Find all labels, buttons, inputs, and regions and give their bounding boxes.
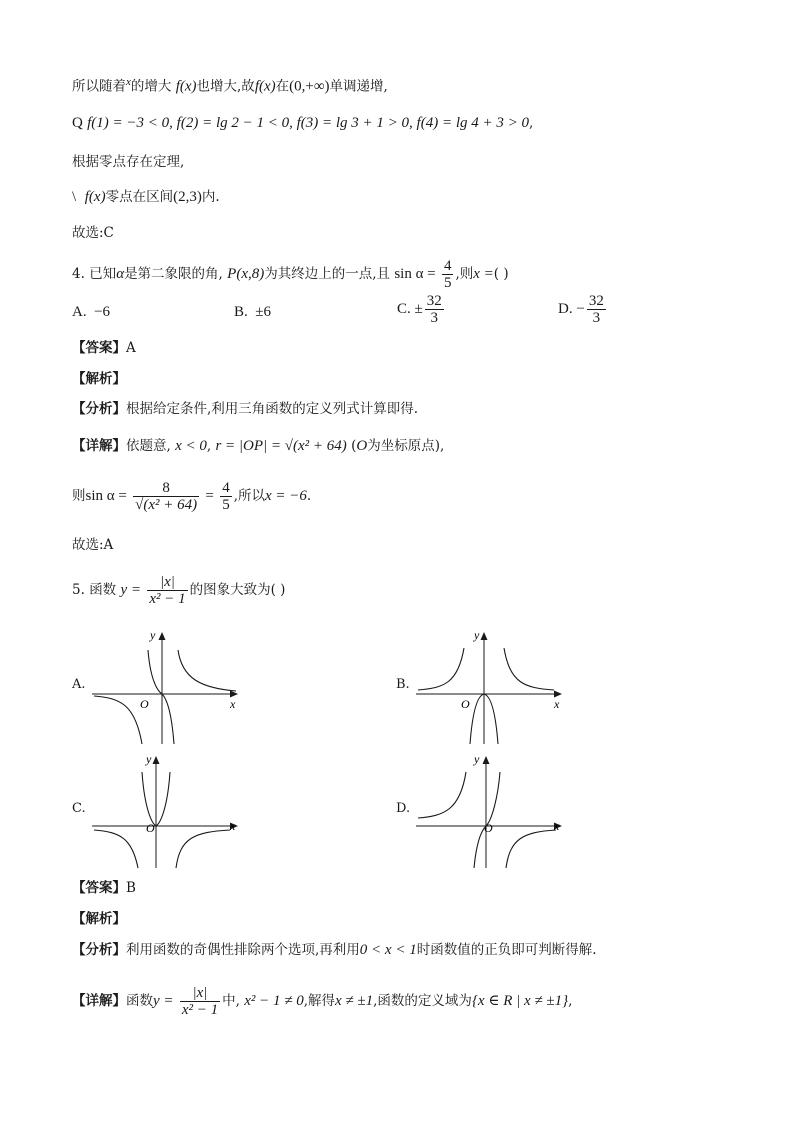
y-label: y [474,752,480,766]
option-value: ±6 [255,304,271,320]
fraction [147,574,187,607]
math-expr: f(x) [254,78,276,95]
curve-left [418,772,466,818]
curve-right [176,830,230,868]
text-segment: , [529,115,534,131]
frac-num: 4 [443,258,452,274]
curve-left [94,830,138,868]
frac-num: |x| [192,985,208,1001]
fraction [220,480,232,513]
text-segment: ,所以 [233,488,265,504]
text-segment: . [306,488,312,504]
answer-tag: 【答案】 [72,880,126,896]
q5-detail [72,985,572,1018]
detail-tag: 【详解】 [72,993,126,1009]
graph-a [90,628,242,746]
math-expr: x² − 1 ≠ 0 [244,993,304,1009]
text-segment: 的增大 [130,78,172,95]
math-expr: {x ∈ R | x ≠ ±1} [471,993,569,1009]
option-label: C. [397,300,411,317]
text-segment: 中, [222,993,240,1009]
text-line-2 [72,113,533,133]
text-segment: 为其终边上的一点,且 [264,266,391,282]
math-symbol: Q [72,115,83,131]
text-segment: 函数 [89,582,117,598]
text-segment: 为坐标原点), [367,438,445,454]
text-segment: 单调递增, [329,78,388,95]
graph-b [414,628,566,746]
answer-blank: ( ) [493,266,509,282]
math-var: α [116,266,125,282]
math-expr: y = [120,582,142,598]
curve-right [178,650,236,691]
origin-label: O [484,821,493,835]
text-segment: ,函数的定义域为 [373,993,472,1009]
origin-label: O [140,697,149,711]
x-label: x [554,697,560,711]
q4-answer [72,338,136,358]
frac-den: 5 [222,497,230,513]
fraction [425,293,444,326]
text-segment: 利用函数的奇偶性排除两个选项,再利用 [126,942,360,958]
math-expr: x < 0 [175,438,207,454]
text-segment: , [206,438,212,454]
detail-tag: 【详解】 [72,438,126,454]
frac-den: 3 [425,309,444,326]
y-arrow [153,756,160,764]
fraction [587,293,606,326]
question-number: 4. [72,266,85,282]
text-line-4 [72,187,220,207]
y-arrow [483,756,490,764]
curve-middle [474,772,500,868]
q4-fenxi [72,399,418,419]
answer-value: B [126,880,136,896]
option-a [72,302,110,322]
frac-den: 3 [587,309,606,326]
math-expr: f(1) = −3 < 0, f(2) = lg 2 − 1 < 0, f(3) = lg 3 + 1 > 0, f(4) = lg 4 + 3 > 0 [87,115,529,131]
y-arrow [481,632,488,640]
math-expr: x ≠ ±1 [335,993,374,1009]
text-segment: 零点在区间 [105,189,174,205]
y-label: y [150,628,156,642]
question-5-stem [72,574,285,607]
option-label: A. [72,304,87,320]
fraction [180,985,220,1018]
text-segment: 依题意, [126,438,171,454]
y-arrow [159,632,166,640]
y-label: y [146,752,152,766]
math-expr: f(x) [84,189,106,205]
curve-right [504,648,554,690]
curve-right [506,830,556,868]
q4-then [72,480,311,513]
math-expr: P(x,8) [227,266,265,282]
text-segment: 也增大,故 [196,78,255,95]
math-expr: (0,+∞) [289,78,330,95]
fenxi-tag: 【分析】 [72,942,126,958]
math-expr: (2,3) [173,189,202,205]
frac-den: 5 [443,275,452,291]
option-value: −6 [94,304,111,320]
math-expr: x = −6 [264,488,307,504]
curve-left [94,696,142,744]
math-expr: 0 < x < 1 [359,942,417,958]
text-segment: 的图象大致为( ) [189,582,286,598]
x-label: x [554,819,560,833]
curve-middle [148,650,174,744]
option-b [234,302,271,322]
math-expr: sin α = [394,266,436,282]
text-line-5: 故选:C [72,225,114,241]
fenxi-tag: 【分析】 [72,401,126,417]
frac-num: 4 [222,480,230,496]
q4-analysis-tag: 【解析】 [72,371,126,387]
option-sign: ± [414,300,423,317]
frac-num: 8 [162,480,170,496]
text-segment: ,解得 [303,993,336,1009]
q4-choose: 故选:A [72,537,114,553]
question-4-stem [72,258,509,291]
option-label: D. [558,300,573,317]
fraction [133,480,199,513]
text-segment: 时函数值的正负即可判断得解. [416,942,597,958]
y-label: y [474,628,480,642]
graph-c [90,752,242,870]
text-segment: 已知 [89,266,117,282]
text-segment: 则 [72,488,86,504]
graph-label-c: C. [72,801,86,816]
option-sign: − [576,300,585,317]
answer-tag: 【答案】 [72,340,126,356]
frac-num: 32 [588,293,604,309]
graph-label-a: A. [72,677,86,692]
frac-den: x² − 1 [181,1002,219,1018]
q5-fenxi [72,940,597,960]
text-segment: 在 [275,78,290,95]
option-c [397,293,446,326]
origin-label: O [146,821,155,835]
curve-left [418,648,464,690]
math-expr: x = [473,266,494,282]
option-label: B. [234,304,248,320]
math-symbol: = [205,488,214,504]
q5-analysis-tag: 【解析】 [72,911,126,927]
text-segment: ( [351,438,357,454]
graph-d [414,752,566,870]
math-symbol: \ [72,189,77,205]
question-number: 5. [72,582,85,598]
math-var: x [126,76,131,88]
math-expr: r = |OP| = √(x² + 64) [215,438,347,454]
q4-detail [72,436,444,456]
text-segment: 是第二象限的角, [124,266,223,282]
text-segment: , [568,993,573,1009]
math-expr: f(x) [175,78,197,95]
text-segment: 所以随着 [72,78,126,95]
frac-num: 32 [426,293,442,309]
math-expr: y = [153,993,174,1009]
option-d [558,293,608,326]
graph-label-b: B. [396,677,410,692]
math-expr: sin α = [85,488,127,504]
x-label: x [230,819,236,833]
text-line-3: 根据零点存在定理, [72,154,185,170]
origin-label: O [461,697,470,711]
text-segment: 内. [201,189,220,205]
q5-answer [72,878,136,898]
text-line-1 [72,72,388,97]
math-var: O [356,438,368,454]
text-segment: ,则 [455,266,474,282]
answer-value: A [126,340,136,356]
frac-den: x² − 1 [149,591,186,607]
text-segment: 函数 [126,993,153,1009]
x-label: x [230,697,236,711]
fraction [442,258,454,291]
frac-den: √(x² + 64) [135,497,198,513]
fenxi-text: 根据给定条件,利用三角函数的定义列式计算即得. [126,401,419,417]
graph-label-d: D. [396,801,411,816]
frac-num: |x| [160,574,175,590]
